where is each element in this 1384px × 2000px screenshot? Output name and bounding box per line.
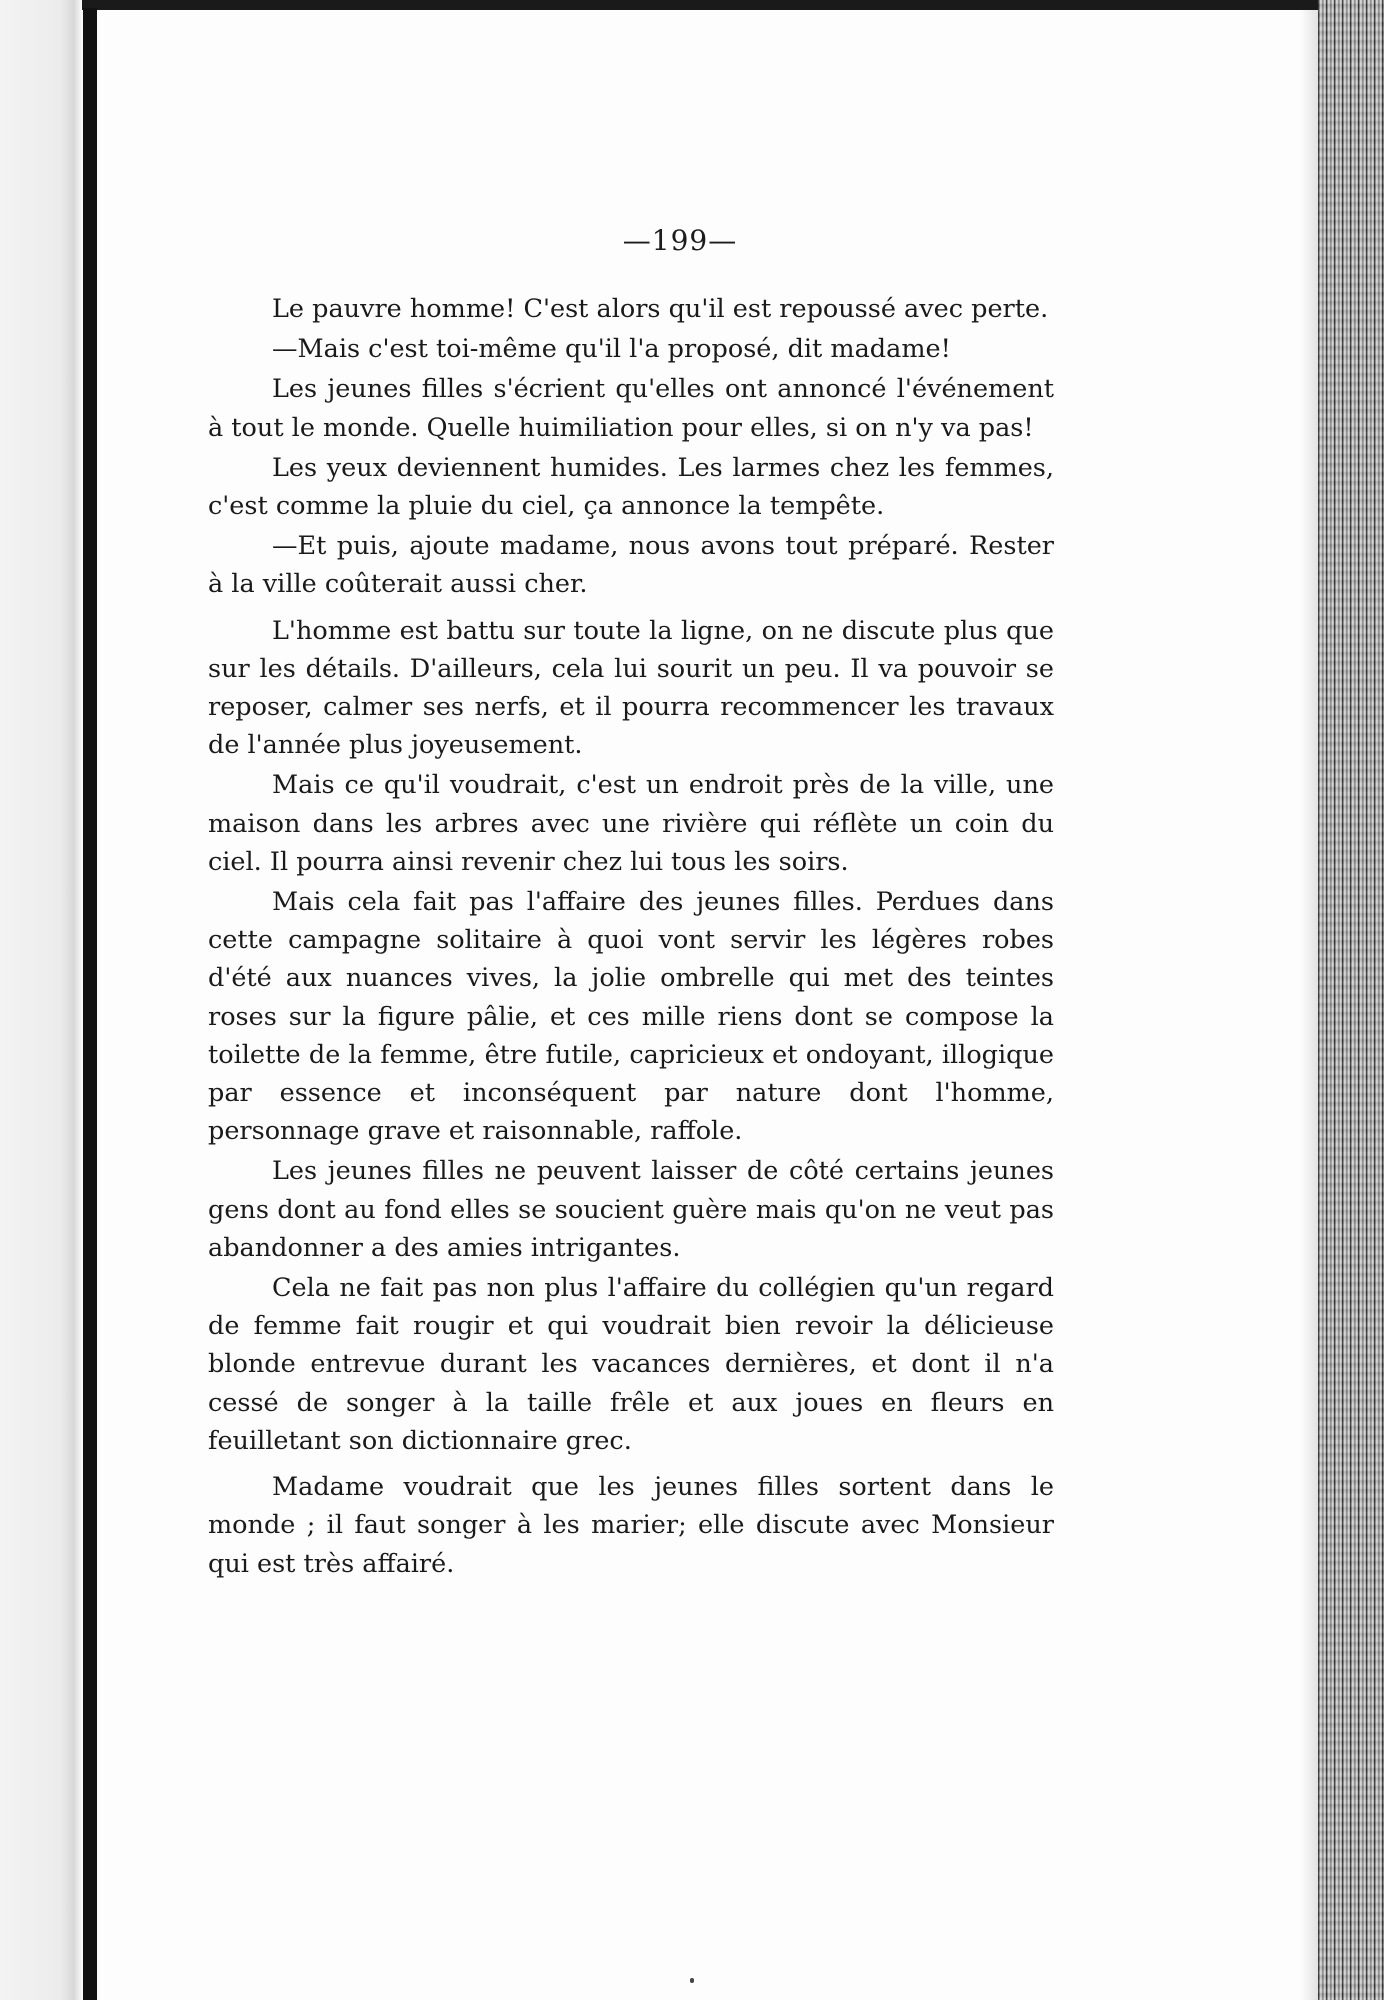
page-block-texture [1318,0,1384,2000]
scan-top-border [0,0,1384,10]
paragraph: Madame voudrait que les jeunes filles sortent dans le monde ; il faut songer à les marier; elle discute avec Monsieur qui est très affairé. [208,1472,1054,1579]
paragraph: Les jeunes filles ne peuvent laisser de côté certains jeunes gens dont au fond elles se soucient guère mais qu'on ne veut pas abandonner a des amies intrigantes. [208,1156,1054,1263]
facing-page-edge [0,0,82,2000]
paragraph: Mais cela fait pas l'affaire des jeunes filles. Perdues dans cette campagne solitaire à quoi vont servir les légères robes d'été aux nuances vives, la jolie ombrelle qui met des teintes roses sur la figure pâlie, et ces mille riens dont se compose la toilette de la femme, être futile, capricieux et ondoyant, illogique par essence et inconséquent par nature dont l'homme, personnage grave et raisonnable, raffole. [208,887,1054,1147]
page-number: —199— [622,224,738,257]
paragraph: —Mais c'est toi-même qu'il l'a proposé, dit madame! [272,334,951,365]
page-text-body [208,290,1054,1585]
paragraph: Les yeux deviennent humides. Les larmes chez les femmes, c'est comme la pluie du ciel, ça annonce la tempête. [208,452,1054,522]
paragraph: Mais ce qu'il voudrait, c'est un endroit près de la ville, une maison dans les arbres avec une rivière qui réflète un coin du ciel. Il pourra ainsi revenir chez lui tous les soirs. [208,770,1054,877]
paragraph: —Et puis, ajoute madame, nous avons tout préparé. Rester à la ville coûterait aussi cher. [208,531,1054,600]
paragraph: Les jeunes filles s'écrient qu'elles ont annoncé l'événement à tout le monde. Quelle huimiliation pour elles, si on n'y va pas! [208,374,1054,443]
paragraph: Le pauvre homme! C'est alors qu'il est repoussé avec perte. [272,294,1049,324]
book-gutter [83,8,97,2000]
paragraph: Cela ne fait pas non plus l'affaire du collégien qu'un regard de femme fait rougir et qui voudrait bien revoir la délicieuse blonde entrevue durant les vacances dernières, et dont il n'a cessé de songer à la taille frêle et aux joues en fleurs en feuilletant son dictionnaire grec. [208,1273,1054,1456]
paragraph: L'homme est battu sur toute la ligne, on ne discute plus que sur les détails. D'ailleurs, cela lui sourit un peu. Il va pouvoir se reposer, calmer ses nerfs, et il pourra recommencer les travaux de l'année plus joyeusement. [208,615,1054,761]
page-edge-shadow [1300,10,1320,2000]
scan-speck [690,1978,694,1983]
